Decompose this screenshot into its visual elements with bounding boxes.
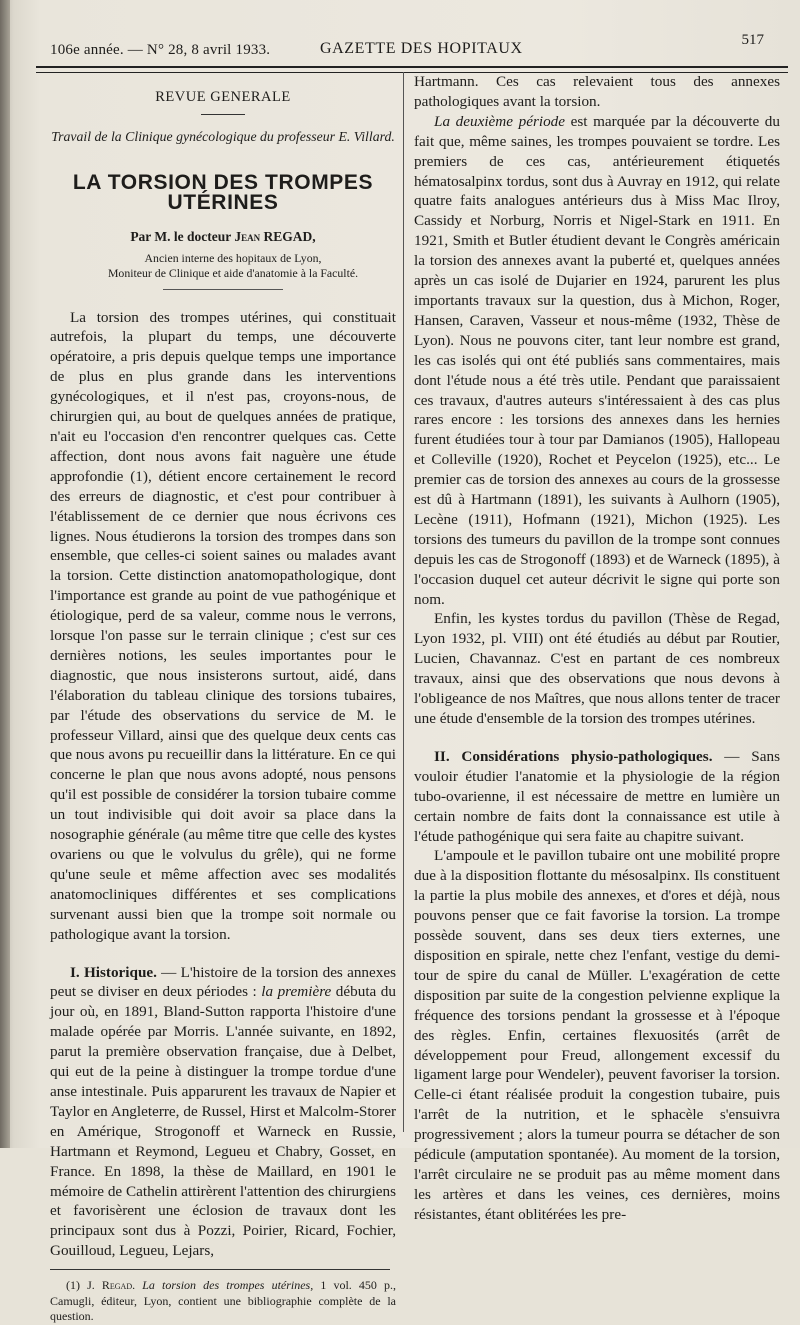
clinic-line: Travail de la Clinique gynécologique du professeur E. Villard. xyxy=(51,128,395,144)
footnote-text: 1 vol. 450 p., Camugli, éditeur, Lyon, contient une bibliographie complète de la question. xyxy=(50,1278,397,1324)
intro-paragraph: La torsion des trompes utérines, qui constituait autrefois, la plupart du temps, une découverte opératoire, a pris depuis quelque temps une importance de plus en plus grande dans les interventions gynécologiques, et il n'est pas, croyons-nous, de chirurgien qui, au bout de quelques années de pratique, n'ait eu l'occasion d'en rencontrer quelques cas. Cette affection, dont nous avons fait naguère une étude approfondie (1), détient encore certainement le record des erreurs de diagnostic, et c'est pour contribuer à l'établissement de ce dernier que nous écrivons ces lignes. Nous étudierons la torsion des trompes dans son ensemble, que celles-ci soient saines ou malades avant la torsion. Cette distinction anatomopathologique, dont l'importance est grande au point de vue pathogénique et étiologique, perd de sa valeur, comme nous le verrons, lorsque l'on passe sur le terrain clinique ; c'est sur ces dernières notions, les seules importantes pour le diagnostic, que nous insisterons surtout, aidé, dans l'élaboration du tableau clinique des torsions tubaires, par l'étude des observations du service de M. le professeur Villard, ainsi que des quelque deux cents cas que nous avons pu recueillir dans la littérature. En ce qui concerne le plan que nous avons adopté, nous pensons qu'il est possible de considérer la torsion tubaire comme un tout indivisible qui doit avoir sa place dans la nosographie générale (au même titre que celle des kystes ovariens ou que le volvulus du grêle), qui ne forme qu'une seule et même affection avec ses modalités anatomocliniques différentes et ses complications survenant aussi bien que la trompe soit normale ou pathologique avant la torsion. xyxy=(50,308,396,943)
page-binding-shadow xyxy=(0,0,10,1148)
section-2-text: — Sans vouloir étudier l'anatomie et la physiologie de la région tubo-ovarienne, il est nécessaire de mettre en lumière un certain nombre de faits dont la connaissance est utile à l'étude pathogénique qui sera faite au chapitre suivant. xyxy=(414,747,780,845)
historique-paragraph xyxy=(50,963,396,1262)
paragraph-gap xyxy=(50,945,396,963)
page-header xyxy=(36,32,764,62)
journal-title: GAZETTE DES HOPITAUX xyxy=(320,40,523,57)
affiliation-1: Ancien interne des hopitaux de Lyon, xyxy=(144,250,322,265)
right-paragraph-5: L'ampoule et le pavillon tubaire ont une mobilité propre due à la disposition flottante du mésosalpinx. Ils constituent la partie la plus mobile des annexes, et d'ores et déjà, nous pouvons penser que ce fait favorise la torsion. La trompe possède souvent, dans ses deux tiers externes, une disposition en spirale, nette chez l'enfant, vestige du demi-tour de spire du canal de Müller. L'exagération de cette disposition par suite de la congestion pelvienne explique la fréquence des torsions pendant la grossesse et à l'époque des règles. Enfin, certaines flexuosités (arrêt de développement pour Freud, allongement excessif du ligament large pour Wendeler), peuvent favoriser la torsion. Celle-ci étant réalisée produit la congestion tubaire, puis l'arrêt de la nutrition, et le sphacèle s'ensuivra progressivement ; alors la tumeur pourra se détacher de son pédicule (amputation spontanée). Au moment de la torsion, l'arrêt circulaire ne se produit pas au même moment dans les artères et dans les veines, ces dernières, moins résistantes, étant oblitérées les pre- xyxy=(414,847,780,1223)
section-2-paragraph xyxy=(414,747,780,847)
left-column xyxy=(50,76,396,1325)
article-title: LA TORSION DES TROMPES UTÉRINES xyxy=(72,170,374,214)
right-paragraph-1: Hartmann. Ces cas relevaient tous des annexes pathologiques avant la torsion. xyxy=(414,73,780,110)
author-name: Jean REGAD, xyxy=(234,228,316,244)
author-line xyxy=(50,227,396,247)
author-prefix: Par M. le docteur xyxy=(130,228,232,244)
right-paragraph-3: Enfin, les kystes tordus du pavillon (Thèse de Regad, Lyon 1932, pl. VIII) ont été étudiés au début par Routier, Lucien, Chavannaz. C'est en partant de ces nombreux travaux, ainsi que des observations que nous devons à l'obligeance de nos Maîtres, que nous allons tenter de tracer une étude d'ensemble de la torsion des trompes utérines. xyxy=(414,610,780,727)
historique-emphasis: la première xyxy=(261,983,332,1001)
right-paragraph-2-text: est marquée par la découverte du fait que, même saines, les trompes pouvaient se tordre. Les premiers de ces cas, antérieurement étiquetés hématosalpinx tordus, sont dus à Auvray en 1912, qui relate quatre faits analogues antérieurs dus à Miss Mac Ilroy, Cassidy et Norburg, Norris et Nigel-Stark en 1911. En 1921, Smith et Butler étudient devant le Congrès américain la torsion des annexes avant la puberté et, quelques années après un cas isolé de Dujarier en 1924, parurent les plus importants travaux sur la question, dus à Michon, Roger, Hansen, Caraven, Vasseur et nous-même (1932, Thèse de Lyon). Nous ne pouvons citer, tant leur nombre est grand, les cas isolés qui ont été publiés sans commentaires, mais dont l'étude nous a été très utile. Pendant que paraissaient ces travaux, d'autres auteurs s'intéressaient à des cas plus rares encore : les torsions des annexes dans les hernies furent étudiées tour à tour par Damianos (1905), Hallopeau et Colleville (1920), Rochet et Peycelon (1925), etc... Le premier cas de torsion des annexes au cours de la grossesse est dû à Hartmann (1891), les suivants à Aulhorn (1905), Lecène (1911), Hofmann (1921), Michon (1925). Les torsions des tumeurs du pavillon de la trompe sont connues depuis les cas de Strogonoff (1893) et de Warneck (1895), à l'occasion duquel cet auteur décrivit le signe qui porte son nom. xyxy=(414,112,780,608)
footnote-rule xyxy=(50,1269,390,1270)
affiliation-2: Moniteur de Clinique et aide d'anatomie à la Faculté. xyxy=(107,265,359,280)
section-2-heading: II. Considérations physio-pathologiques. xyxy=(434,747,713,765)
issue-line: 106e année. — N° 28, 8 avril 1933. xyxy=(50,42,271,58)
footnote-title: La torsion des trompes utérines, xyxy=(142,1278,314,1293)
historique-heading: I. Historique. xyxy=(70,963,157,981)
short-rule xyxy=(201,114,245,115)
right-column xyxy=(414,72,780,1225)
right-paragraph-2 xyxy=(414,112,780,610)
footnote-mark: (1) J. xyxy=(66,1278,95,1293)
footnote xyxy=(50,1278,396,1325)
page-number: 517 xyxy=(741,32,764,48)
historique-lead: — L'histoire de la torsion des annexes peut se diviser en deux périodes : xyxy=(50,963,396,1001)
section-label: REVUE GENERALE xyxy=(155,89,291,105)
historique-text: débuta du jour où, en 1891, Bland-Sutton rapporta l'histoire d'une malade opérée par Morris. L'année suivante, en 1892, parut la première observation française, due à Delbet, qui eut de la peine à distinguer la trompe tordue d'une anse intestinale. Puis apparurent les travaux de Napier et Taylor en Angleterre, de Russel, Hirst et Malcolm-Storer en Amérique, Strogonoff et Warneck en Russie, Hartmann et Reymond, Legueu et Chabry, Gosset, en France. En 1898, la thèse de Maillard, en 1901 le mémoire de Cathelin attirèrent l'attention des chirurgiens et favorisèrent une éclosion de travaux dont les principaux sont dus à Pozzi, Poirier, Ricard, Fochier, Gouilloud, Legueu, Lejars, xyxy=(50,983,396,1260)
deuxieme-periode-emphasis: La deuxième période xyxy=(434,112,565,130)
footnote-author: Regad. xyxy=(101,1278,136,1293)
column-divider xyxy=(403,72,404,1132)
header-rule-left xyxy=(36,66,412,73)
paragraph-gap xyxy=(414,729,780,747)
author-rule xyxy=(163,289,283,290)
